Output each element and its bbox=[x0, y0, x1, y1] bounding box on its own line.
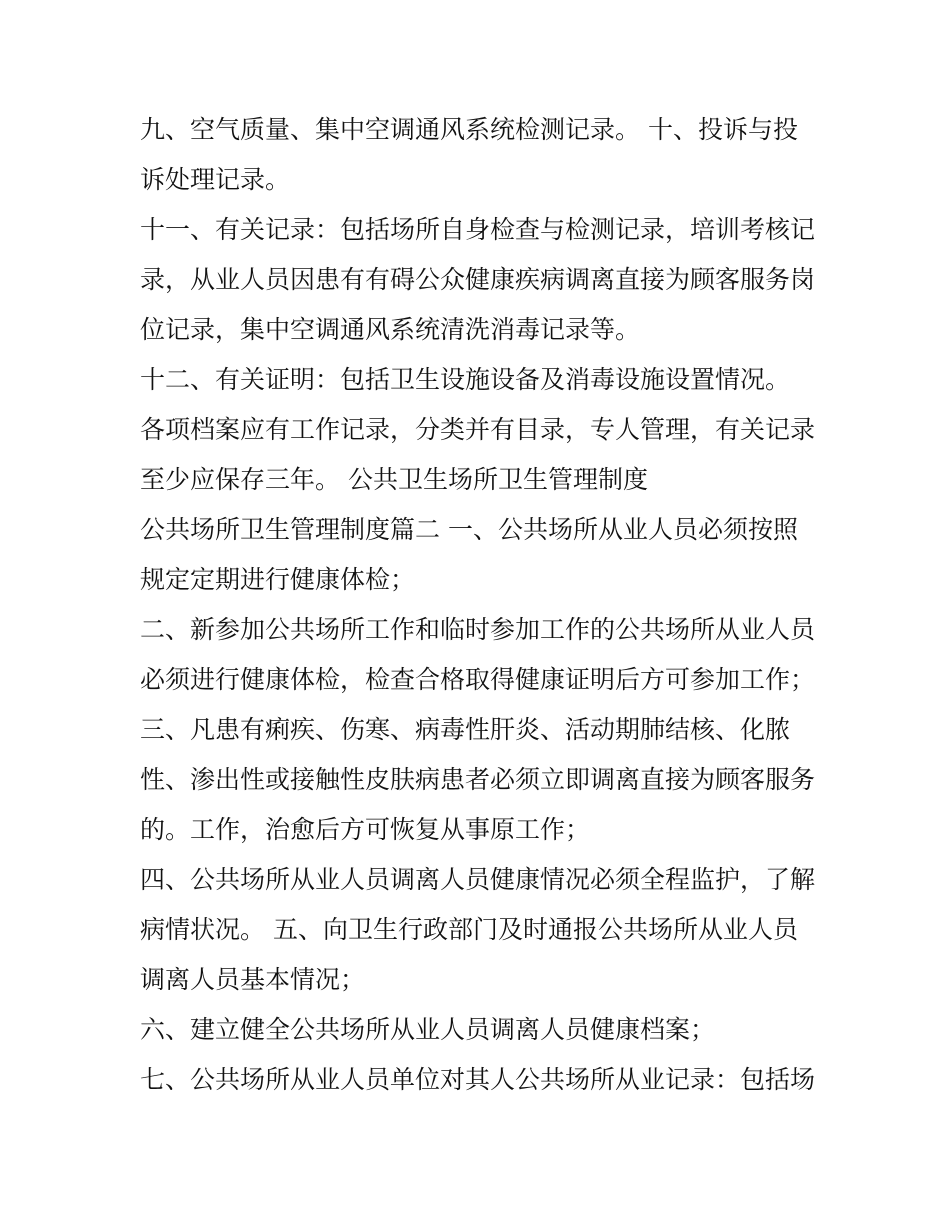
text-line: 公共场所卫生管理制度篇二 一、公共场所从业人员必须按照 bbox=[140, 515, 798, 544]
text-line: 的。工作，治愈后方可恢复从事原工作； bbox=[140, 815, 591, 844]
text-line: 至少应保存三年。 公共卫生场所卫生管理制度 bbox=[140, 465, 648, 494]
text-line: 二、新参加公共场所工作和临时参加工作的公共场所从业人员 bbox=[140, 615, 816, 644]
text-line: 九、空气质量、集中空调通风系统检测记录。 十、投诉与投 bbox=[140, 115, 798, 144]
text-line: 规定定期进行健康体检； bbox=[140, 565, 416, 594]
text-line: 诉处理记录。 bbox=[140, 165, 291, 194]
text-line: 六、建立健全公共场所从业人员调离人员健康档案； bbox=[140, 1015, 716, 1044]
text-line: 必须进行健康体检，检查合格取得健康证明后方可参加工作； bbox=[140, 665, 816, 694]
text-line: 四、公共场所从业人员调离人员健康情况必须全程监护，了解 bbox=[140, 865, 816, 894]
text-line: 十一、有关记录：包括场所自身检查与检测记录，培训考核记 bbox=[140, 215, 816, 244]
text-line: 三、凡患有痢疾、伤寒、病毒性肝炎、活动期肺结核、化脓 bbox=[140, 715, 791, 744]
text-line: 七、公共场所从业人员单位对其人公共场所从业记录：包括场 bbox=[140, 1065, 816, 1094]
text-line: 位记录，集中空调通风系统清洗消毒记录等。 bbox=[140, 315, 641, 344]
text-line: 病情状况。 五、向卫生行政部门及时通报公共场所从业人员 bbox=[140, 915, 798, 944]
text-line: 性、渗出性或接触性皮肤病患者必须立即调离直接为顾客服务 bbox=[140, 765, 816, 794]
text-line: 录，从业人员因患有有碍公众健康疾病调离直接为顾客服务岗 bbox=[140, 265, 816, 294]
text-line: 十二、有关证明：包括卫生设施设备及消毒设施设置情况。 bbox=[140, 365, 791, 394]
text-line: 调离人员基本情况； bbox=[140, 965, 366, 994]
text-line: 各项档案应有工作记录，分类并有目录，专人管理，有关记录 bbox=[140, 415, 816, 444]
